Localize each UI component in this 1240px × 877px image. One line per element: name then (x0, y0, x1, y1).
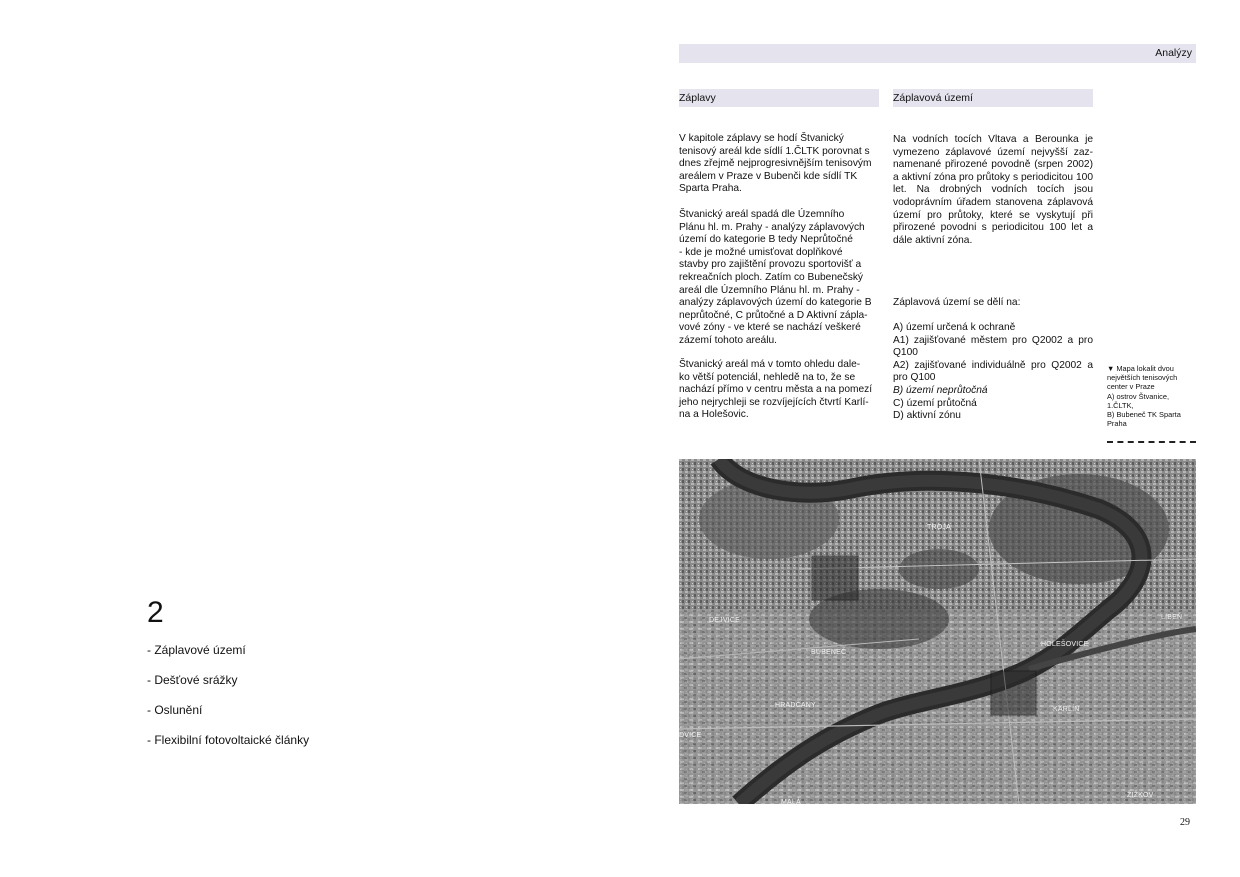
list-item: B) území neprůtočná (893, 384, 988, 396)
page-number: 29 (1180, 817, 1190, 828)
column-title-bar (893, 89, 1093, 107)
map-label: KARLÍN (1053, 706, 1080, 713)
list-item: A) území určená k ochraně (893, 322, 1016, 333)
map-label: HRADČANY (775, 702, 816, 709)
toc-item: - Záplavové území (147, 643, 246, 657)
aerial-map (679, 459, 1196, 804)
map-label: HOLEŠOVICE (1041, 641, 1089, 648)
caption-divider (1107, 441, 1196, 443)
list-item: C) území průtočná (893, 397, 977, 409)
column-title-bar (679, 89, 879, 107)
map-label: TROJA (927, 524, 951, 531)
aerial-map-graphic (679, 459, 1196, 804)
toc-item: - Oslunění (147, 703, 203, 717)
section-header-bar (679, 44, 1196, 63)
paragraph: Na vodních tocích Vltava a Berounka je vymezeno záplavové území nejvyšší zaz-namenané přirozené povodně (srpen 2002) a aktivní zóna pro průtoky s periodicitou 100 let. Na drobných vodních tocích jsou vodoprávním úřadem stanovena záplavová území pro průtoky, které se vyskytují při přirozené povodni s periodicitou 100 let a dále aktivní zóna. (893, 134, 1093, 246)
section-header-title: Analýzy (1155, 47, 1192, 59)
map-label: LIBEŇ (1161, 614, 1183, 621)
map-label: ŽIŽKOV (1127, 792, 1154, 799)
list-item: D) aktivní zónu (893, 410, 961, 422)
flood-zone-list (893, 322, 1093, 423)
list-item: A1) zajišťované městem pro Q2002 a pro Q100 (893, 334, 1093, 359)
toc-item: - Flexibilní fotovoltaické články (147, 733, 310, 747)
map-label: DVICE (679, 732, 702, 739)
list-intro: Záplavová území se dělí na: (893, 297, 1021, 308)
column-title: Záplavy (679, 92, 716, 104)
map-caption: ▼ Mapa lokalit dvou největších tenisových center v Praze A) ostrov Štvanice, 1.ČLTK, B) Bubeneč TK Sparta Praha (1107, 364, 1181, 429)
toc-item: - Dešťové srážky (147, 673, 238, 687)
chapter-number: 2 (147, 596, 164, 629)
column-title: Záplavová území (893, 92, 973, 104)
paragraph: Štvanický areál spadá dle Územního Plánu hl. m. Prahy - analýzy záplavových území do kategorie B tedy Neprůtočné - kde je možné umisťovat doplňkové stavby pro zajištění provozu sportovišť a rekreačních ploch. Zatím co Bubenečský areál dle Územního Plánu hl. m. Prahy - analýzy záplavových území do kategorie B neprůtočné, C průtočné a D Aktivní zápla- vové zóny - ve které se nachází veškeré zázemí tohoto areálu. (679, 209, 872, 346)
paragraph: V kapitole záplavy se hodí Štvanický tenisový areál kde sídlí 1.ČLTK porovnat s dnes zřejmě nejprogresivnějším tenisovým areálem v Praze v Bubenči kde sídlí TK Sparta Praha. (679, 133, 872, 195)
paragraph: Štvanický areál má v tomto ohledu dale- ko větší potenciál, nehledě na to, že se nachází přímo v centru města a na pomezí jeho nejrychleji se rozvíjejících čtvrtí Karlí- na a Holešovic. (679, 359, 873, 421)
map-label: MALÁ (781, 799, 801, 804)
map-label: BUBENEČ (811, 649, 847, 656)
list-item: A2) zajišťované individuálně pro Q2002 a pro Q100 (893, 359, 1093, 384)
map-label: DEJVICE (709, 617, 740, 624)
